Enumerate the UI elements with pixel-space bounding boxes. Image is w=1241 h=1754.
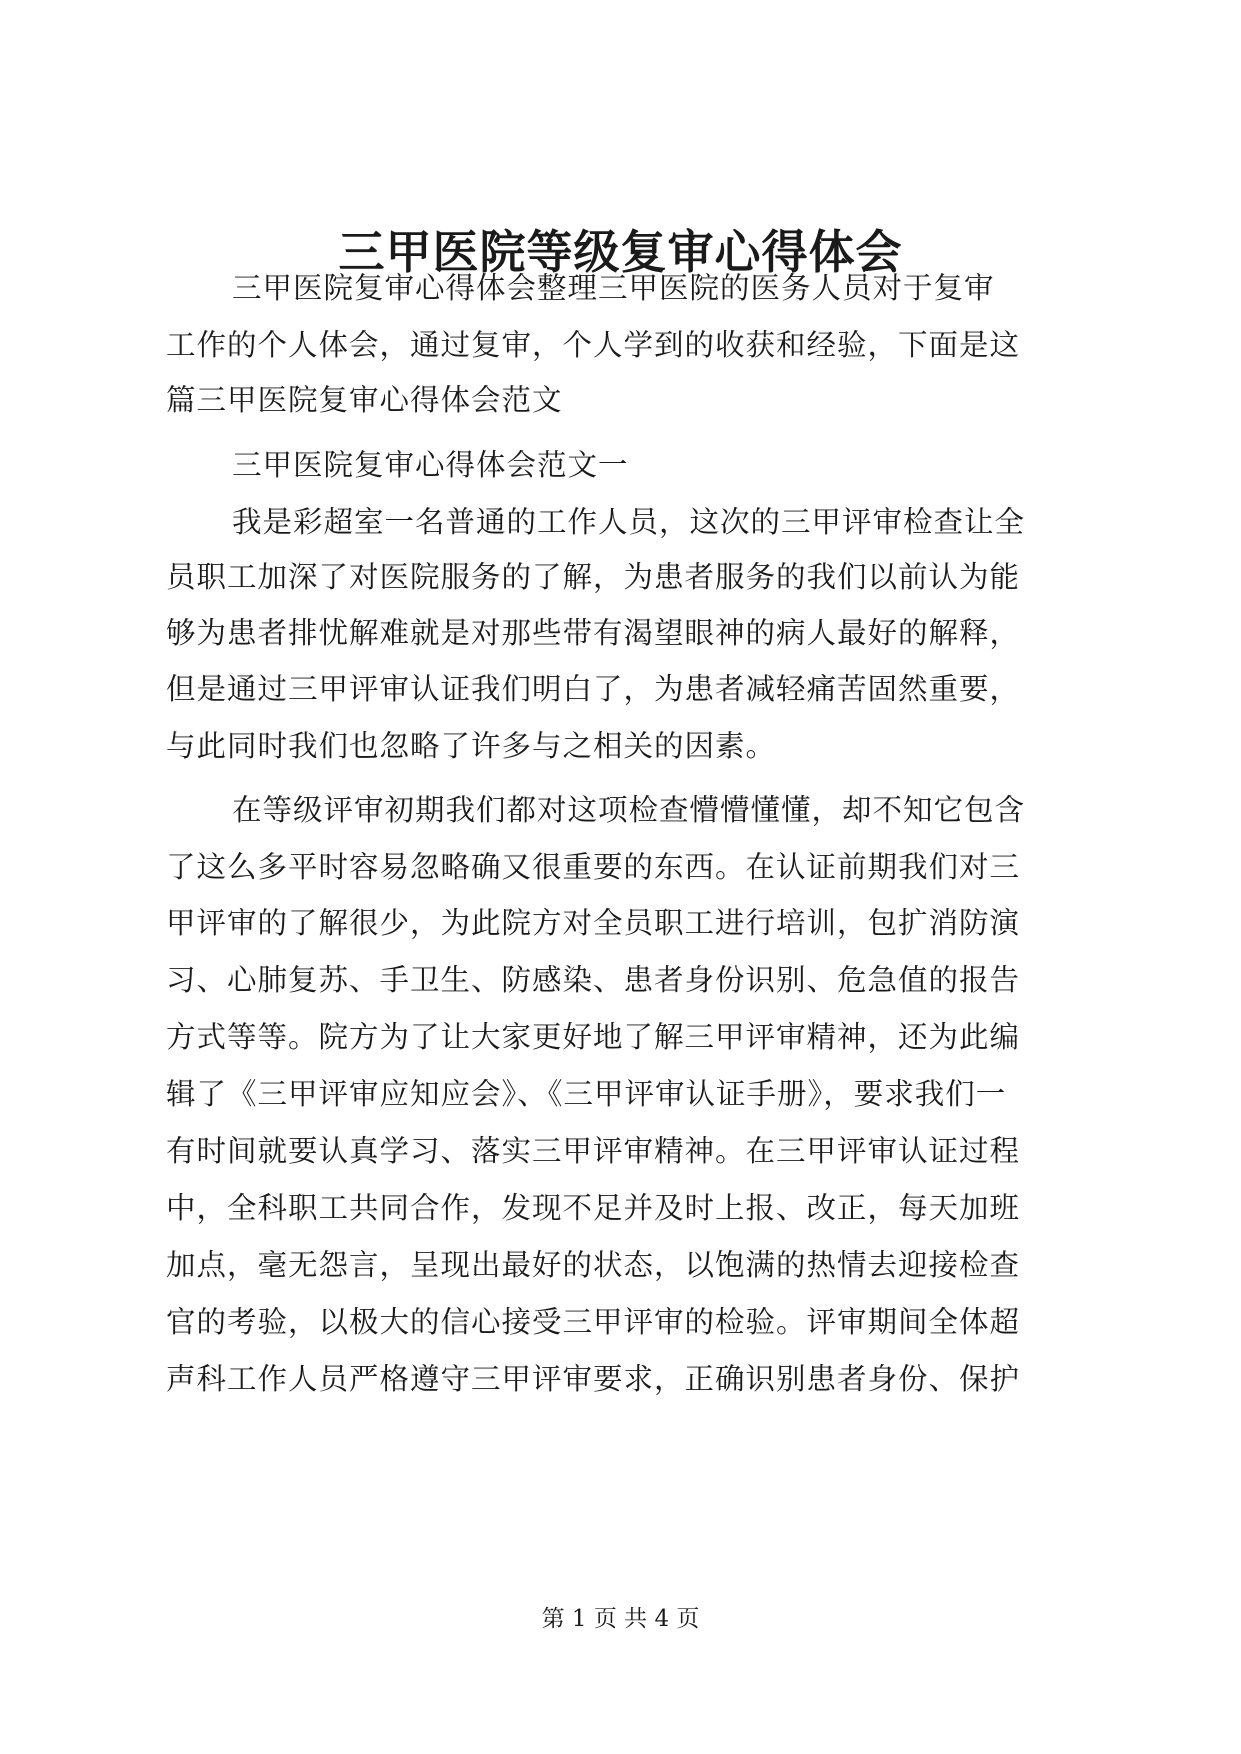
- paragraph-line: 但是通过三甲评审认证我们明白了，为患者减轻痛苦固然重要，: [166, 672, 1021, 706]
- paragraph-line: 声科工作人员严格遵守三甲评审要求，正确识别患者身份、保护: [166, 1362, 1021, 1396]
- paragraph-line: 官的考验，以极大的信心接受三甲评审的检验。评审期间全体超: [166, 1305, 1021, 1339]
- document-title: 三甲医院等级复审心得体会: [338, 225, 903, 279]
- paragraph-line: 中，全科职工共同合作，发现不足并及时上报、改正，每天加班: [166, 1191, 1021, 1225]
- paragraph-line: 加点，毫无怨言，呈现出最好的状态，以饱满的热情去迎接检查: [166, 1248, 1021, 1282]
- paragraph-line: 方式等等。院方为了让大家更好地了解三甲评审精神，还为此编: [166, 1020, 1021, 1054]
- paragraph-line: 三甲医院复审心得体会整理三甲医院的医务人员对于复审: [232, 271, 995, 305]
- paragraph-line: 有时间就要认真学习、落实三甲评审精神。在三甲评审认证过程: [166, 1134, 1021, 1168]
- paragraph-line: 了这么多平时容易忽略确又很重要的东西。在认证前期我们对三: [166, 850, 1021, 884]
- paragraph-line: 与此同时我们也忽略了许多与之相关的因素。: [166, 729, 777, 763]
- paragraph-line: 习、心肺复苏、手卫生、防感染、患者身份识别、危急值的报告: [166, 963, 1021, 997]
- paragraph-line: 甲评审的了解很少，为此院方对全员职工进行培训，包扩消防演: [166, 906, 1021, 940]
- paragraph-line: 在等级评审初期我们都对这项检查懵懵懂懂，却不知它包含: [232, 793, 1026, 827]
- section-heading: 三甲医院复审心得体会范文一: [232, 448, 629, 482]
- paragraph-line: 够为患者排忧解难就是对那些带有渴望眼神的病人最好的解释，: [166, 616, 1021, 650]
- page-number-footer: 第 1 页 共 4 页: [541, 1606, 700, 1632]
- paragraph-line: 员职工加深了对医院服务的了解，为患者服务的我们以前认为能: [166, 560, 1021, 594]
- paragraph-line: 辑了《三甲评审应知应会》、《三甲评审认证手册》，要求我们一: [166, 1077, 1007, 1111]
- paragraph-line: 我是彩超室一名普通的工作人员，这次的三甲评审检查让全: [232, 505, 1026, 539]
- paragraph-line: 工作的个人体会，通过复审，个人学到的收获和经验，下面是这: [166, 328, 1021, 362]
- paragraph-line: 篇三甲医院复审心得体会范文: [166, 383, 563, 417]
